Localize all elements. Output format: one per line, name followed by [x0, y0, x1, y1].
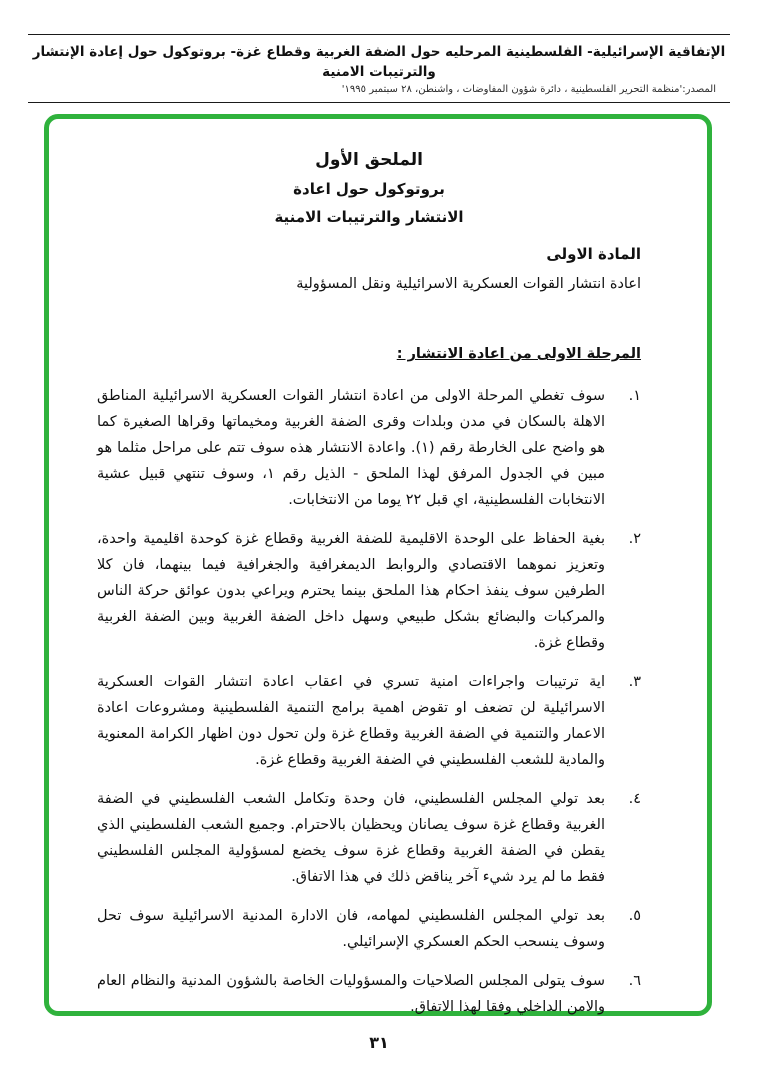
page-number: ٣١ — [369, 1033, 389, 1052]
protocol-subtitle-line1: بروتوكول حول اعادة — [293, 180, 445, 198]
item-text: سوف تغطي المرحلة الاولى من اعادة انتشار القوات العسكرية الاسرائيلية المناطق الاهلة بالسكان في مدن وبلدات وقرى الضفة الغربية ومخيماتها وقراها الصغيرة كما هو واضح على الخارطة رقم (١). واعادة الانتشار هذه سوف تتم على مراحل مثلما هو مبين في الجدول المرفق لهذا الملحق - الذيل رقم ١، وسوف تنتهي قبيل عشية الانتخابات الفلسطينية، اي قبل ٢٢ يوما من الانتخابات. — [97, 388, 606, 508]
item-number: ٥. — [628, 908, 641, 924]
header-source: المصدر:'منظمة التحرير الفلسطينية ، دائرة شؤون المفاوضات ، واشنطن، ٢٨ سبتمبر ١٩٩٥' — [341, 84, 716, 95]
item-number: ١. — [628, 388, 641, 404]
header-rule-bottom — [28, 102, 730, 103]
article-heading: المادة الاولى — [546, 245, 641, 263]
header-title: الإتفاقية الإسرائيلية- الفلسطينية المرحليه حول الضفة الغربية وقطاع غزة- بروتوكول حول إعادة الإنتشار والترتيبات الامنية — [32, 44, 726, 80]
document-frame — [44, 114, 712, 1016]
item-number: ٣. — [628, 674, 641, 690]
list-item — [97, 968, 641, 1020]
item-text: بعد تولي المجلس الفلسطيني لمهامه، فان الادارة المدنية الاسرائيلية سوف تحل وسوف ينسحب الحكم العسكري الإسرائيلي. — [97, 908, 605, 950]
list-item — [97, 526, 641, 656]
list-item — [97, 383, 641, 513]
list-item — [97, 903, 641, 955]
article-subheading: اعادة انتشار القوات العسكرية الاسرائيلية ونقل المسؤولية — [296, 276, 641, 292]
title-block — [97, 145, 641, 231]
protocol-subtitle-line2: الانتشار والترتيبات الامنية — [274, 208, 464, 226]
annex-title: الملحق الأول — [315, 150, 423, 170]
item-text: اية ترتيبات واجراءات امنية تسري في اعقاب اعادة انتشار القوات العسكرية الاسرائيلية لن تضعف او تقوض اهمية برامج التنمية الفلسطينية ومشروعات اعادة الاعمار والتنمية في الضفة الغربية وقطاع غزة ولن تحول دون اظهار الكرامة المعنوية والمادية للشعب الفلسطيني في الضفة الغربية وقطاع غزة. — [97, 674, 605, 768]
item-number: ٢. — [628, 531, 641, 547]
document-content — [49, 119, 707, 1020]
item-number: ٦. — [628, 973, 641, 989]
item-text: بعد تولي المجلس الفلسطيني، فان وحدة وتكامل الشعب الفلسطيني في الضفة الغربية وقطاع غزة سوف يصانان ويحظيان بالاحترام. وجميع الشعب الفلسطيني الذي يقطن في الضفة الغربية وقطاع غزة سوف يخضع لمسؤولية المجلس الفلسطيني فقط ما لم يرد شيء آخر يناقض ذلك في هذا الاتفاق. — [97, 791, 605, 885]
item-text: بغية الحفاظ على الوحدة الاقليمية للضفة الغربية وقطاع غزة كوحدة اقليمية واحدة، وتعزيز نموهما الاقتصادي والروابط الديمغرافية والجغرافية فيما بينهما، فان كلا الطرفين سوف ينفذ احكام هذا الملحق بينما يحترم ويراعي بدون عوائق حركة الناس والمركبات والبضائع بشكل طبيعي وسهل داخل الضفة الغربية وبين الضفة الغربية وقطاع غزة. — [97, 531, 605, 651]
item-text: سوف يتولى المجلس الصلاحيات والمسؤوليات الخاصة بالشؤون المدنية والنظام العام والامن الداخلي وفقا لهذا الاتفاق. — [97, 973, 605, 1015]
list-item — [97, 669, 641, 773]
list-item — [97, 786, 641, 890]
section-heading: المرحلة الاولى من اعادة الانتشار : — [396, 346, 641, 362]
item-number: ٤. — [628, 791, 641, 807]
page-header — [28, 34, 730, 103]
